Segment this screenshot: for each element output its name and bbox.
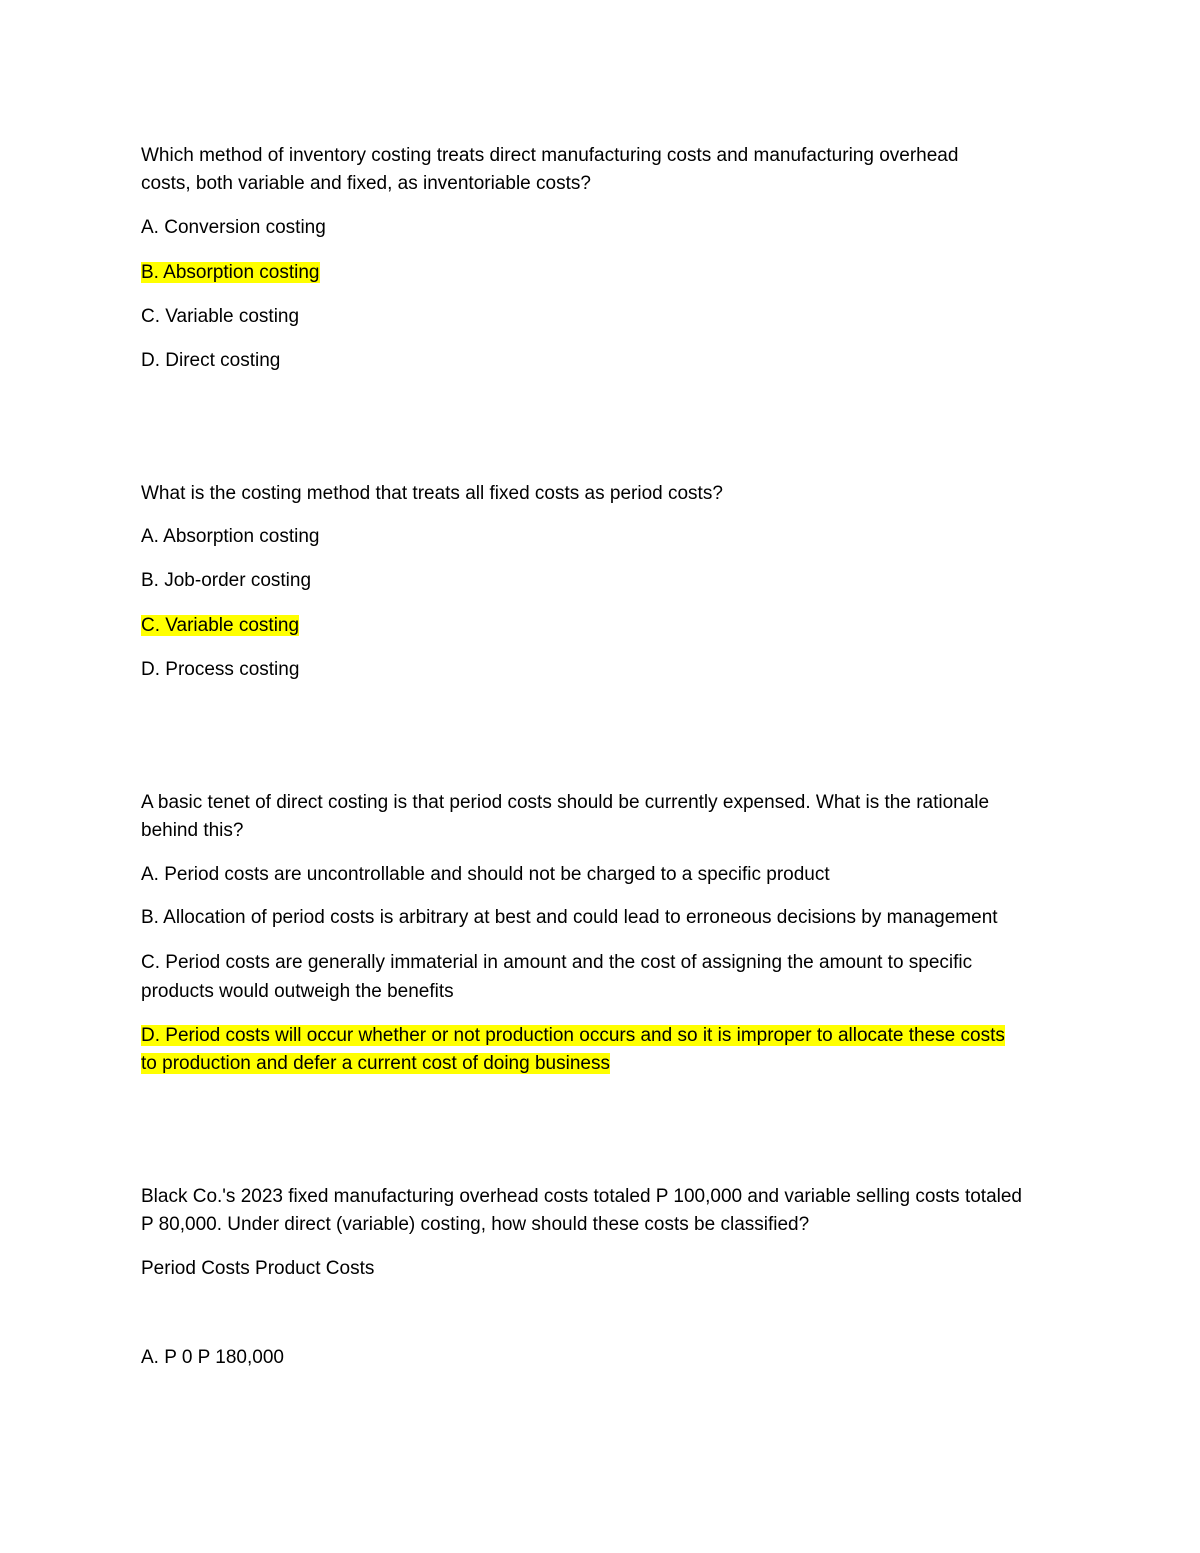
- question-2-option-a: A. Absorption costing: [141, 526, 320, 547]
- highlighted-answer: C. Variable costing: [141, 615, 300, 636]
- question-1-text-line-2: costs, both variable and fixed, as inventoriable costs?: [141, 173, 591, 194]
- question-2-option-c-highlighted: [141, 612, 299, 640]
- highlighted-answer: D. Period costs will occur whether or not production occurs and so it is improper to allocate these costs: [141, 1025, 1005, 1046]
- question-4-subheader: Period Costs Product Costs: [141, 1258, 375, 1279]
- question-1-option-a: A. Conversion costing: [141, 217, 326, 238]
- question-1-option-c: C. Variable costing: [141, 306, 300, 327]
- question-4-option-a: A. P 0 P 180,000: [141, 1347, 284, 1368]
- question-4-text-line-2: P 80,000. Under direct (variable) costing, how should these costs be classified?: [141, 1214, 810, 1235]
- question-1-option-d: D. Direct costing: [141, 350, 281, 371]
- question-1-text-line-1: Which method of inventory costing treats direct manufacturing costs and manufacturing overhead: [141, 145, 959, 166]
- question-4-text-line-1: Black Co.'s 2023 fixed manufacturing overhead costs totaled P 100,000 and variable selling costs totaled: [141, 1186, 1022, 1207]
- question-3-option-d-line-1-highlighted: [141, 1022, 1005, 1050]
- question-3-option-d-line-2-highlighted: [141, 1050, 610, 1078]
- question-2-text-line-1: What is the costing method that treats all fixed costs as period costs?: [141, 483, 723, 504]
- question-3-option-b: B. Allocation of period costs is arbitrary at best and could lead to erroneous decisions by management: [141, 907, 998, 928]
- highlighted-answer: to production and defer a current cost of doing business: [141, 1053, 610, 1074]
- highlighted-answer: B. Absorption costing: [141, 262, 320, 283]
- question-3-text-line-1: A basic tenet of direct costing is that period costs should be currently expensed. What is the rationale: [141, 792, 990, 813]
- question-3-text-line-2: behind this?: [141, 820, 244, 841]
- question-3-option-c-line-2: products would outweigh the benefits: [141, 981, 454, 1002]
- question-1-option-b-highlighted: [141, 259, 320, 287]
- question-3-option-a: A. Period costs are uncontrollable and should not be charged to a specific product: [141, 864, 830, 885]
- question-2-option-d: D. Process costing: [141, 659, 300, 680]
- question-3-option-c-line-1: C. Period costs are generally immaterial in amount and the cost of assigning the amount to specific: [141, 952, 973, 973]
- question-2-option-b: B. Job-order costing: [141, 570, 312, 591]
